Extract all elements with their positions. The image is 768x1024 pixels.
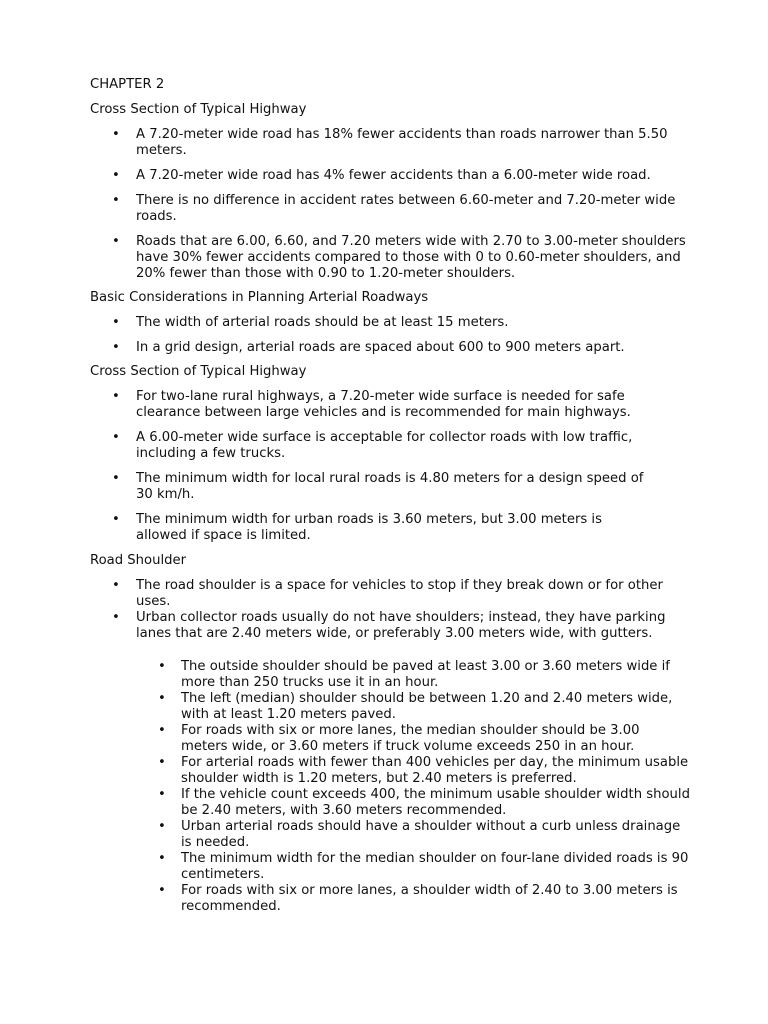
sub-list-item: • The left (median) shoulder should be between 1.20 and 2.40 meters wide, with at least 1.20 meters paved. <box>158 691 673 722</box>
list-item: • The width of arterial roads should be at least 15 meters. <box>112 315 509 330</box>
bullet-icon: • <box>112 578 120 593</box>
list-item: • There is no difference in accident rates between 6.60-meter and 7.20-meter wide roads. <box>112 193 676 224</box>
bullet-icon: • <box>158 755 166 770</box>
sub-list-item: • If the vehicle count exceeds 400, the minimum usable shoulder width should be 2.40 meters, with 3.60 meters recommended. <box>158 787 690 818</box>
bullet-icon: • <box>158 691 166 706</box>
sub-list-item: • The outside shoulder should be paved at least 3.00 or 3.60 meters wide if more than 250 trucks use it in an hour. <box>158 659 670 690</box>
bullet-icon: • <box>112 127 120 142</box>
bullet-icon: • <box>158 723 166 738</box>
bullet-icon: • <box>112 512 120 527</box>
bullet-icon: • <box>158 851 166 866</box>
sub-list-item: • For roads with six or more lanes, the median shoulder should be 3.00 meters wide, or 3.60 meters if truck volume exceeds 250 in an hour. <box>158 723 640 754</box>
bullet-icon: • <box>158 883 166 898</box>
list-item: • A 7.20-meter wide road has 4% fewer accidents than a 6.00-meter wide road. <box>112 168 651 183</box>
bullet-icon: • <box>112 471 120 486</box>
bullet-list-cross-section-2 <box>90 389 650 553</box>
list-item: • The road shoulder is a space for vehicles to stop if they break down or for other uses. <box>112 578 663 609</box>
bullet-list-road-shoulder <box>90 578 690 642</box>
bullet-icon: • <box>112 430 120 445</box>
section-heading-cross-section-2: Cross Section of Typical Highway <box>90 364 307 379</box>
sub-list-item: • For roads with six or more lanes, a shoulder width of 2.40 to 3.00 meters is recommended. <box>158 883 678 914</box>
bullet-icon: • <box>158 787 166 802</box>
sub-list-item: • Urban arterial roads should have a shoulder without a curb unless drainage is needed. <box>158 819 681 850</box>
bullet-icon: • <box>112 168 120 183</box>
bullet-icon: • <box>112 340 120 355</box>
list-item: • In a grid design, arterial roads are spaced about 600 to 900 meters apart. <box>112 340 625 355</box>
list-item: • Urban collector roads usually do not have shoulders; instead, they have parking lanes that are 2.40 meters wide, or preferably 3.00 meters wide, with gutters. <box>112 610 666 641</box>
bullet-icon: • <box>158 819 166 834</box>
sub-bullet-list-road-shoulder <box>90 659 690 915</box>
bullet-icon: • <box>158 659 166 674</box>
list-item: • Roads that are 6.00, 6.60, and 7.20 meters wide with 2.70 to 3.00-meter shoulders have 30% fewer accidents compared to those with 0 to 0.60-meter shoulders, and 20% fewer than those with 0.90 to 1.20-meter shoulders. <box>112 234 686 281</box>
bullet-icon: • <box>112 234 120 249</box>
list-item: • The minimum width for local rural roads is 4.80 meters for a design speed of 30 km/h. <box>112 471 644 502</box>
list-item: • The minimum width for urban roads is 3.60 meters, but 3.00 meters is allowed if space is limited. <box>112 512 602 543</box>
chapter-title: CHAPTER 2 <box>90 77 165 92</box>
bullet-list-arterial-roadways <box>90 315 690 365</box>
list-item: • For two-lane rural highways, a 7.20-meter wide surface is needed for safe clearance between large vehicles and is recommended for main highways. <box>112 389 631 420</box>
bullet-icon: • <box>112 315 120 330</box>
bullet-icon: • <box>112 389 120 404</box>
list-item: • A 6.00-meter wide surface is acceptable for collector roads with low traffic, including a few trucks. <box>112 430 633 461</box>
section-heading-arterial-roadways: Basic Considerations in Planning Arterial Roadways <box>90 290 429 305</box>
bullet-list-cross-section-1 <box>90 127 690 291</box>
section-heading-road-shoulder: Road Shoulder <box>90 553 187 568</box>
bullet-icon: • <box>112 610 120 625</box>
sub-list-item: • For arterial roads with fewer than 400 vehicles per day, the minimum usable shoulder width is 1.20 meters, but 2.40 meters is preferred. <box>158 755 689 786</box>
sub-list-item: • The minimum width for the median shoulder on four-lane divided roads is 90 centimeters. <box>158 851 689 882</box>
bullet-icon: • <box>112 193 120 208</box>
list-item: • A 7.20-meter wide road has 18% fewer accidents than roads narrower than 5.50 meters. <box>112 127 668 158</box>
section-heading-cross-section-1: Cross Section of Typical Highway <box>90 102 307 117</box>
